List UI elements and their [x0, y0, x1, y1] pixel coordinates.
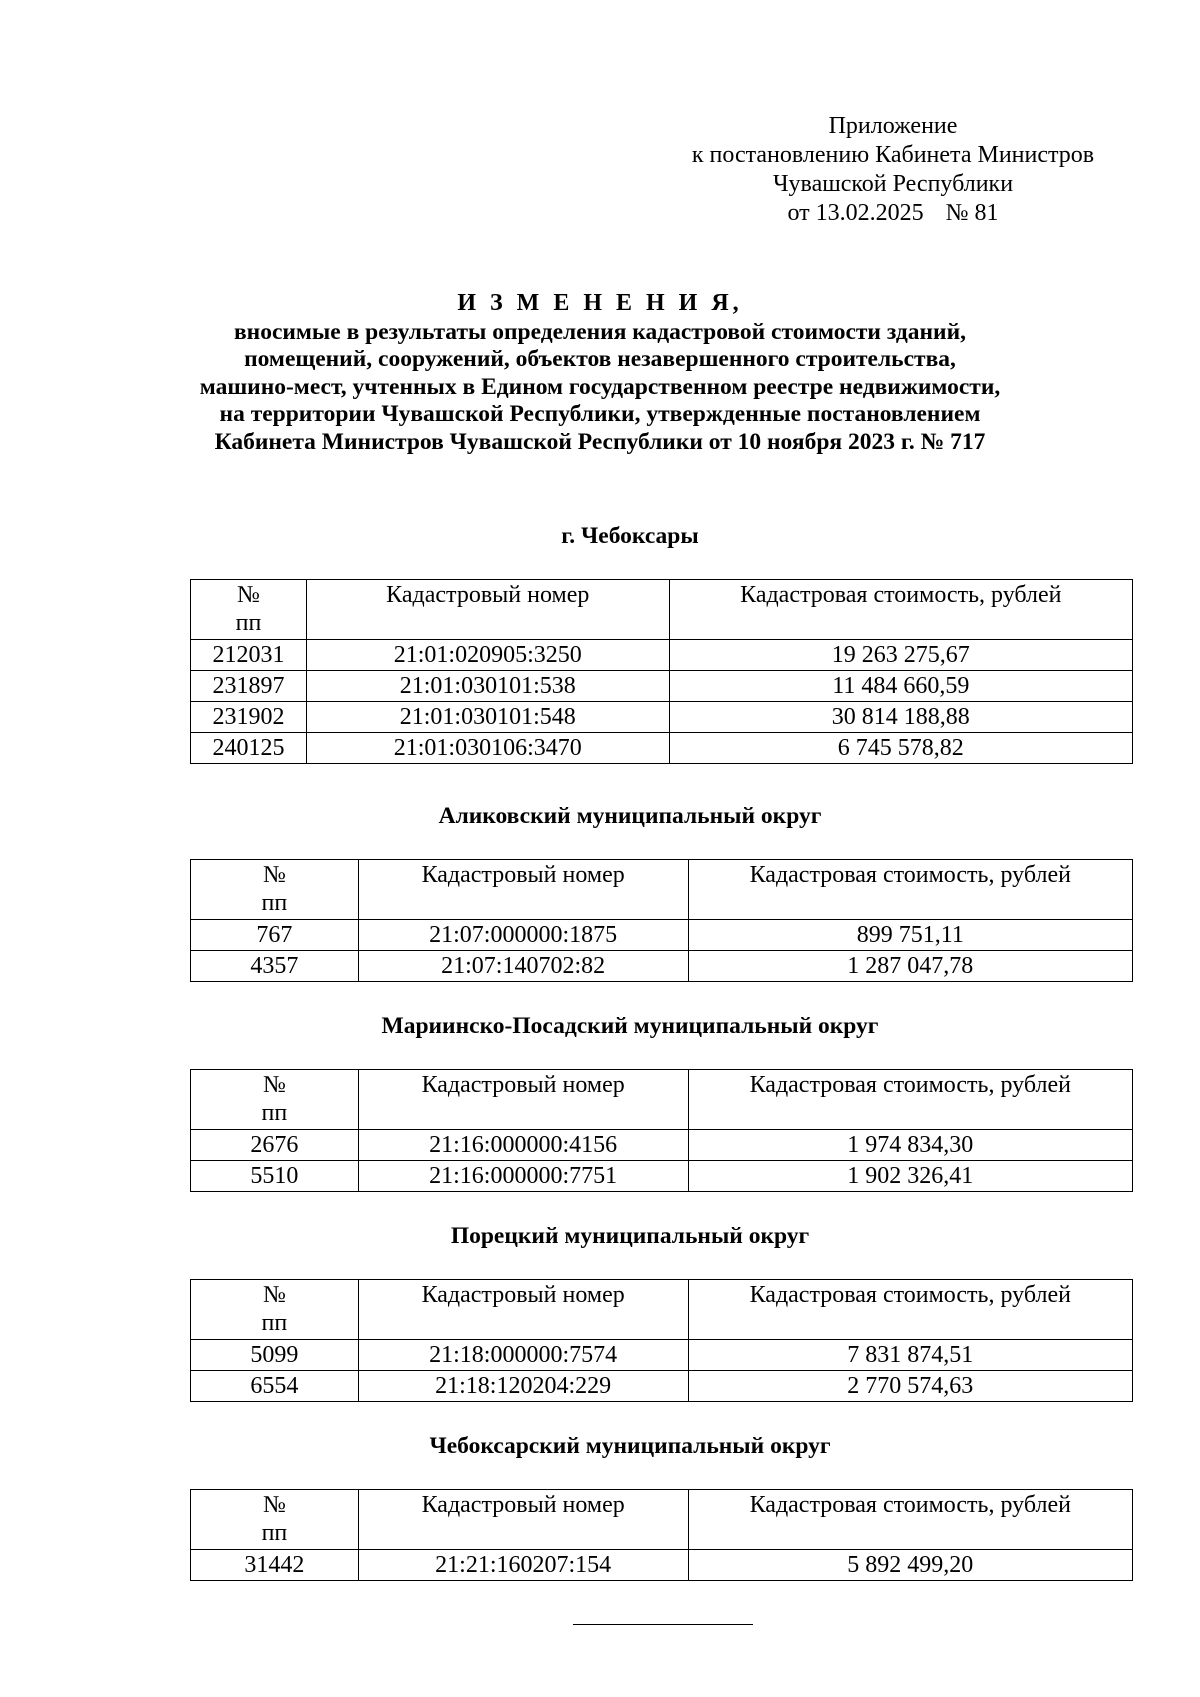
section-heading-poretsky: Порецкий муниципальный округ: [450, 1223, 810, 1249]
row-no: 31442: [191, 1550, 359, 1581]
title-line: помещений, сооружений, объектов незавершенного строительства,: [244, 346, 956, 372]
column-header-no: № пп: [191, 1070, 359, 1130]
end-of-document-rule: [573, 1624, 753, 1625]
row-no: 240125: [191, 733, 307, 764]
appendix-block: [662, 112, 1124, 228]
row-no: 5510: [191, 1161, 359, 1192]
table-header-row: [191, 860, 1133, 920]
row-cadastral-number: 21:07:140702:82: [358, 951, 688, 982]
table-header-row: [191, 1070, 1133, 1130]
cadastral-table-cheboksary: [190, 579, 1133, 764]
table-row: [191, 1130, 1133, 1161]
column-header-cadastral-value: Кадастровая стоимость, рублей: [688, 1280, 1132, 1340]
table-row: [191, 1161, 1133, 1192]
title-line: на территории Чувашской Республики, утвержденные постановлением: [219, 401, 981, 427]
row-cadastral-number: 21:21:160207:154: [358, 1550, 688, 1581]
column-header-cadastral-value: Кадастровая стоимость, рублей: [669, 580, 1132, 640]
column-header-cadastral-value: Кадастровая стоимость, рублей: [688, 860, 1132, 920]
row-no: 231897: [191, 671, 307, 702]
row-cadastral-number: 21:01:030101:548: [306, 702, 669, 733]
row-cadastral-value: 19 263 275,67: [669, 640, 1132, 671]
appendix-republic: Чувашской Республики: [772, 171, 1014, 197]
column-header-no: № пп: [191, 860, 359, 920]
row-cadastral-value: 1 287 047,78: [688, 951, 1132, 982]
cadastral-table-mariinsko-posadsky: [190, 1069, 1133, 1192]
row-cadastral-number: 21:16:000000:7751: [358, 1161, 688, 1192]
title-caption: И З М Е Н Е Н И Я,: [457, 290, 743, 316]
table-header-row: [191, 580, 1133, 640]
appendix-label: Приложение: [828, 113, 958, 139]
row-cadastral-value: 30 814 188,88: [669, 702, 1132, 733]
column-header-no: № пп: [191, 1280, 359, 1340]
column-header-cadastral-value: Кадастровая стоимость, рублей: [688, 1490, 1132, 1550]
row-cadastral-value: 1 902 326,41: [688, 1161, 1132, 1192]
column-header-cadastral-number: Кадастровый номер: [358, 860, 688, 920]
appendix-date-number: [662, 199, 1124, 228]
appendix-date: от 13.02.2025: [787, 200, 924, 226]
row-cadastral-value: 5 892 499,20: [688, 1550, 1132, 1581]
column-header-cadastral-number: Кадастровый номер: [358, 1490, 688, 1550]
row-cadastral-value: 6 745 578,82: [669, 733, 1132, 764]
table-header-row: [191, 1490, 1133, 1550]
cadastral-table-cheboksarsky: [190, 1489, 1133, 1581]
column-header-cadastral-number: Кадастровый номер: [358, 1070, 688, 1130]
document-title: [180, 290, 1020, 456]
column-header-no: № пп: [191, 1490, 359, 1550]
table-row: [191, 702, 1133, 733]
title-line: вносимые в результаты определения кадастровой стоимости зданий,: [233, 318, 967, 345]
row-cadastral-value: 2 770 574,63: [688, 1371, 1132, 1402]
section-heading-cheboksary: г. Чебоксары: [561, 523, 699, 549]
cadastral-table-poretsky: [190, 1279, 1133, 1402]
appendix-decree-ref: к постановлению Кабинета Министров: [691, 142, 1095, 168]
row-no: 5099: [191, 1340, 359, 1371]
row-cadastral-number: 21:01:020905:3250: [306, 640, 669, 671]
row-cadastral-number: 21:07:000000:1875: [358, 920, 688, 951]
title-line: машино-мест, учтенных в Едином государственном реестре недвижимости,: [199, 373, 1001, 400]
table-row: [191, 920, 1133, 951]
row-no: 4357: [191, 951, 359, 982]
section-heading-cheboksarsky: Чебоксарский муниципальный округ: [429, 1433, 831, 1459]
row-no: 212031: [191, 640, 307, 671]
row-no: 2676: [191, 1130, 359, 1161]
row-cadastral-number: 21:01:030106:3470: [306, 733, 669, 764]
cadastral-table-alikovsky: [190, 859, 1133, 982]
section-heading-alikovsky: Аликовский муниципальный округ: [438, 803, 822, 829]
row-no: 767: [191, 920, 359, 951]
table-header-row: [191, 1280, 1133, 1340]
row-cadastral-number: 21:18:120204:229: [358, 1371, 688, 1402]
row-cadastral-value: 1 974 834,30: [688, 1130, 1132, 1161]
table-row: [191, 671, 1133, 702]
row-cadastral-number: 21:01:030101:538: [306, 671, 669, 702]
table-row: [191, 1371, 1133, 1402]
table-row: [191, 1340, 1133, 1371]
column-header-cadastral-value: Кадастровая стоимость, рублей: [688, 1070, 1132, 1130]
appendix-number: № 81: [945, 200, 999, 226]
row-no: 6554: [191, 1371, 359, 1402]
column-header-no: № пп: [191, 580, 307, 640]
table-row: [191, 733, 1133, 764]
row-cadastral-number: 21:16:000000:4156: [358, 1130, 688, 1161]
row-no: 231902: [191, 702, 307, 733]
table-row: [191, 1550, 1133, 1581]
column-header-cadastral-number: Кадастровый номер: [358, 1280, 688, 1340]
row-cadastral-value: 11 484 660,59: [669, 671, 1132, 702]
column-header-cadastral-number: Кадастровый номер: [306, 580, 669, 640]
row-cadastral-value: 899 751,11: [688, 920, 1132, 951]
row-cadastral-number: 21:18:000000:7574: [358, 1340, 688, 1371]
table-row: [191, 951, 1133, 982]
title-line: Кабинета Министров Чувашской Республики от 10 ноября 2023 г. № 717: [214, 428, 986, 455]
table-row: [191, 640, 1133, 671]
section-heading-mariinsko-posadsky: Мариинско-Посадский муниципальный округ: [381, 1013, 879, 1039]
row-cadastral-value: 7 831 874,51: [688, 1340, 1132, 1371]
